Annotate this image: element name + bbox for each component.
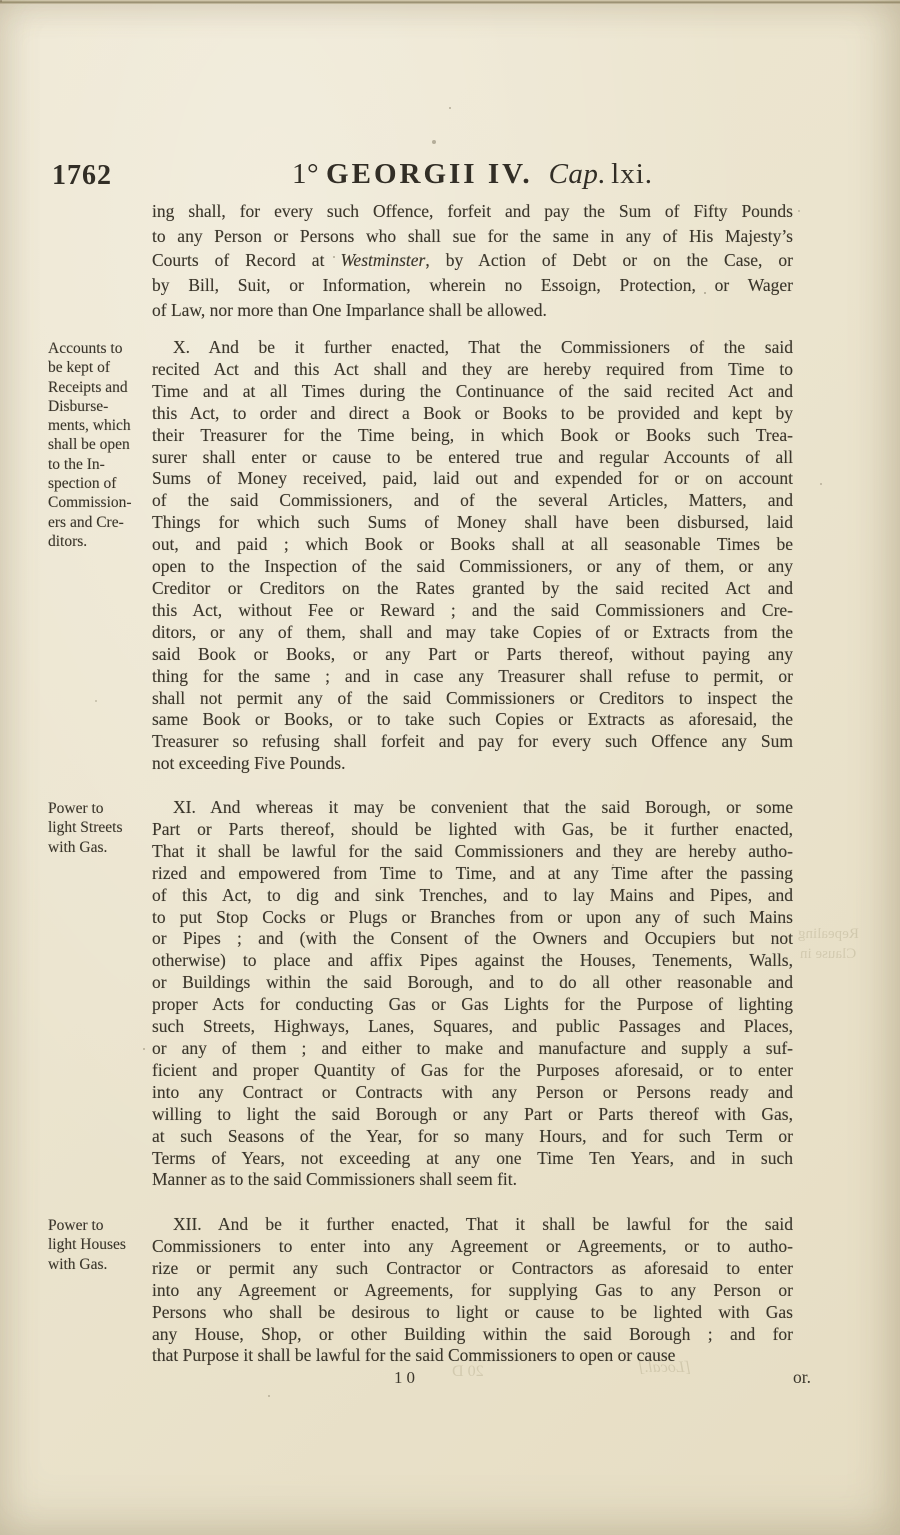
text-line: Commissioners to enter into any Agreement or Agreements, or to autho-	[152, 1235, 793, 1256]
text-line: such Streets, Highways, Lanes, Squares, and public Passages and Places,	[152, 1016, 793, 1037]
chapter-label: Cap.	[548, 158, 607, 190]
showthrough-text: [Local.]	[638, 1359, 691, 1376]
text-line: spection of	[48, 475, 117, 493]
text-line: of Law, nor more than One Imparlance shall be allowed.	[152, 299, 547, 320]
text-line: recited Act and this Act shall and they are hereby required from Time to	[152, 358, 793, 379]
margin-note-section-xii	[48, 1216, 150, 1274]
text-line: rize or permit any such Contractor or Contractors as aforesaid to enter	[152, 1257, 793, 1278]
text-line: with Gas.	[48, 838, 108, 856]
text-line: be kept of	[48, 359, 110, 377]
text-line: Treasurer so refusing shall forfeit and pay for every such Offence any Sum	[152, 731, 793, 752]
text-line: by Bill, Suit, or Information, wherein no Essoign, Protection, or Wager	[152, 275, 793, 296]
text-line: ments, which	[48, 417, 131, 435]
monarch-title: GEORGII IV.	[326, 158, 533, 190]
text-line: of the said Commissioners, and of the several Articles, Matters, and	[152, 490, 793, 511]
text-line: this Act, to order and direct a Book or Books to be provided and kept by	[152, 402, 793, 423]
text-line: Courts of Record at Westminster, by Action of Debt or on the Case, or	[152, 250, 794, 271]
text-line: ers and Cre-	[48, 513, 124, 531]
text-line: this Act, without Fee or Reward ; and the said Commissioners and Cre-	[152, 599, 793, 620]
text-line: rized and empowered from Time to Time, and at any Time after the passing	[152, 862, 793, 883]
text-line: XI. And whereas it may be convenient that the said Borough, or some	[173, 797, 793, 817]
text-line: Disburse-	[48, 397, 109, 415]
text-line: light Houses	[48, 1236, 126, 1254]
paper-speckles	[0, 0, 2, 2]
section-xi-text	[152, 797, 793, 1191]
text-line: Part or Parts thereof, should be lighted with Gas, be it further enacted,	[152, 818, 793, 839]
text-line: Commission-	[48, 494, 132, 512]
regnal-year: 1°	[291, 158, 320, 190]
text-line: XII. And be it further enacted, That it shall be lawful for the said	[173, 1214, 793, 1234]
text-line: Sums of Money received, paid, laid out and expended for or on account	[152, 468, 793, 489]
text-line: at such Seasons of the Year, for so many Hours, and for such Term or	[152, 1125, 793, 1146]
text-line: Things for which such Sums of Money shall have been disbursed, laid	[152, 512, 793, 533]
text-line: Creditor or Creditors on the Rates granted by the said recited Act and	[152, 577, 793, 598]
showthrough-text: Repealing	[798, 926, 859, 942]
running-head	[152, 158, 793, 191]
text-line: that Purpose it shall be lawful for the said Commissioners to open or cause	[152, 1345, 676, 1366]
text-line: any House, Shop, or other Building within the said Borough ; and for	[152, 1323, 793, 1344]
section-x-block	[0, 337, 900, 775]
text-line: shall be open	[48, 436, 130, 454]
text-line: to the In-	[48, 455, 105, 473]
text-line: or Pipes ; and (with the Consent of the Owners and Occupiers but not	[152, 928, 793, 949]
section-xii-block	[0, 1214, 900, 1367]
chapter-number: lxi.	[611, 158, 654, 190]
section-x-text	[152, 337, 793, 775]
text-line: thing for the same ; and in case any Treasurer shall refuse to permit, or	[152, 665, 793, 686]
text-line: to put Stop Cocks or Plugs or Branches from or upon any of such Mains	[152, 906, 793, 927]
text-line: not exceeding Five Pounds.	[152, 753, 346, 774]
continuation-paragraph-block	[0, 199, 900, 323]
text-line: ditors, or any of them, shall and may take Copies of or Extracts from the	[152, 621, 793, 642]
text-line: surer shall enter or cause to be entered true and regular Accounts of all	[152, 446, 793, 467]
section-xi-block	[0, 797, 900, 1191]
text-line: said Book or Books, or any Part or Parts thereof, without paying any	[152, 643, 793, 664]
text-line: light Streets	[48, 819, 123, 837]
text-line: out, and paid ; which Book or Books shall at all seasonable Times be	[152, 534, 793, 555]
text-line: Persons who shall be desirous to light or cause to be lighted with Gas	[152, 1301, 793, 1322]
text-line: Time and at all Times during the Continuance of the said recited Act and	[152, 380, 793, 401]
text-line: ing shall, for every such Offence, forfeit and pay the Sum of Fifty Pounds	[152, 201, 793, 221]
text-line: proper Acts for conducting Gas or Gas Lights for the Purpose of lighting	[152, 994, 793, 1015]
text-line: their Treasurer for the Time being, in which Book or Books such Trea-	[152, 424, 793, 445]
text-line: into any Contract or Contracts with any Person or Persons ready and	[152, 1081, 793, 1102]
text-line: X. And be it further enacted, That the Commissioners of the said	[173, 337, 793, 357]
showthrough-text: Clause in	[800, 946, 857, 962]
text-line: or Buildings within the said Borough, and to do all other reasonable and	[152, 972, 793, 993]
catchword: or.	[793, 1367, 811, 1387]
text-line: Receipts and	[48, 378, 128, 396]
page-top-edge	[0, 0, 900, 4]
text-line: Accounts to	[48, 340, 123, 357]
continuation-paragraph	[152, 199, 793, 323]
text-line: open to the Inspection of the said Commissioners, or any of them, or any	[152, 556, 793, 577]
text-line: same Book or Books, or to take such Copies or Extracts as aforesaid, the	[152, 709, 793, 730]
margin-note-section-x	[48, 339, 150, 551]
text-line: with Gas.	[48, 1255, 108, 1273]
text-line: Power to	[48, 800, 104, 817]
text-line: shall not permit any of the said Commissioners or Creditors to inspect the	[152, 687, 793, 708]
text-line: Manner as to the said Commissioners shall seem fit.	[152, 1169, 518, 1190]
section-xii-text	[152, 1214, 793, 1367]
text-line: or any of them ; and either to make and manufacture and supply a suf-	[152, 1037, 793, 1058]
text-line: ficient and proper Quantity of Gas for the Purposes aforesaid, or to enter	[152, 1059, 793, 1080]
text-line: Terms of Years, not exceeding at any one Time Ten Years, and in such	[152, 1147, 793, 1168]
text-line: Power to	[48, 1217, 104, 1234]
text-line: ditors.	[48, 532, 88, 550]
signature-mark: 10	[394, 1368, 419, 1387]
text-line: to any Person or Persons who shall sue for the same in any of His Majesty’s	[152, 225, 793, 246]
page-number: 1762	[52, 160, 112, 191]
text-line: of this Act, to dig and sink Trenches, and to lay Mains and Pipes, and	[152, 884, 793, 905]
text-line: into any Agreement or Agreements, for supplying Gas to any Person or	[152, 1279, 793, 1300]
showthrough-text: 20 D	[452, 1363, 484, 1380]
text-line: otherwise) to place and affix Pipes against the Houses, Tenements, Walls,	[152, 950, 793, 971]
text-line: That it shall be lawful for the said Commissioners and they are hereby autho-	[152, 840, 793, 861]
margin-note-section-xi	[48, 799, 150, 857]
text-line: willing to light the said Borough or any Part or Parts thereof with Gas,	[152, 1103, 793, 1124]
